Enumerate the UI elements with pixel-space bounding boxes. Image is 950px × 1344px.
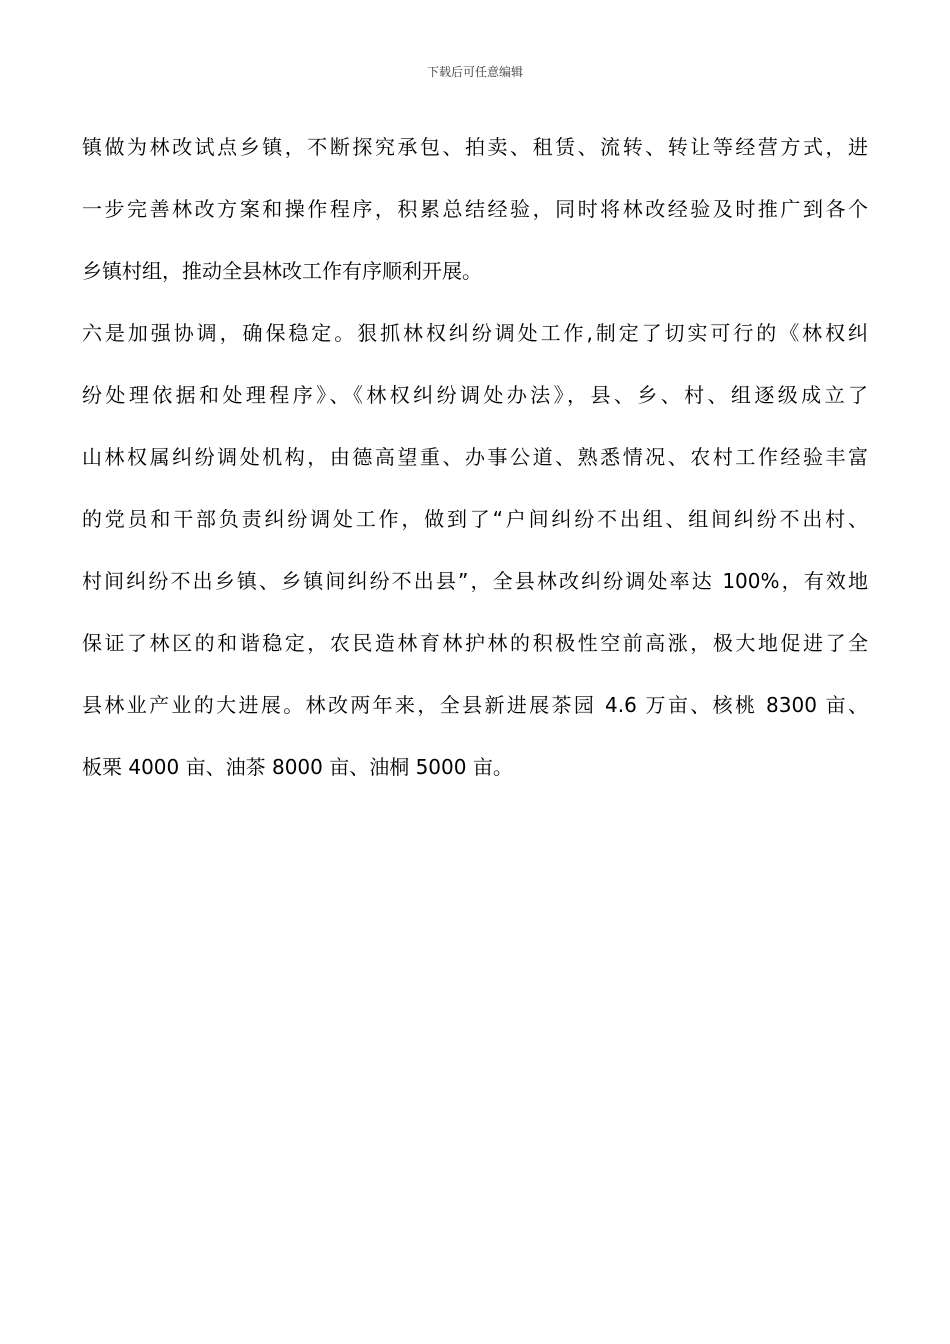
paragraph-line: 镇做为林改试点乡镇，不断探究承包、拍卖、租赁、流转、转让等经营方式，进 xyxy=(82,135,868,159)
paragraph-line: 一步完善林改方案和操作程序，积累总结经验，同时将林改经验及时推广到各个 xyxy=(82,197,868,221)
paragraph-2 xyxy=(82,302,868,798)
paragraph-line: 保证了林区的和谐稳定，农民造林育林护林的积极性空前高涨，极大地促进了全 xyxy=(82,631,868,655)
paragraph-line: 乡镇村组，推动全县林改工作有序顺利开展。 xyxy=(82,259,482,283)
paragraph-line: 纷处理依据和处理程序》、《林权纠纷调处办法》，县、乡、村、组逐级成立了 xyxy=(82,383,868,407)
paragraph-line: 板栗 4000 亩、油茶 8000 亩、油桐 5000 亩。 xyxy=(82,755,513,779)
paragraph-line: 村间纠纷不出乡镇、乡镇间纠纷不出县”，全县林改纠纷调处率达 100%，有效地 xyxy=(82,569,868,593)
page-header: 下载后可任意编辑 xyxy=(426,65,523,79)
paragraph-1 xyxy=(82,116,868,302)
paragraph-line: 山林权属纠纷调处机构，由德高望重、办事公道、熟悉情况、农村工作经验丰富 xyxy=(82,445,868,469)
paragraph-line: 六是加强协调，确保稳定。狠抓林权纠纷调处工作,制定了切实可行的《林权纠 xyxy=(82,321,868,345)
paragraph-line: 县林业产业的大进展。林改两年来，全县新进展茶园 4.6 万亩、核桃 8300 亩、 xyxy=(82,693,868,717)
document-body xyxy=(82,116,868,798)
paragraph-line: 的党员和干部负责纠纷调处工作，做到了“户间纠纷不出组、组间纠纷不出村、 xyxy=(82,507,868,531)
